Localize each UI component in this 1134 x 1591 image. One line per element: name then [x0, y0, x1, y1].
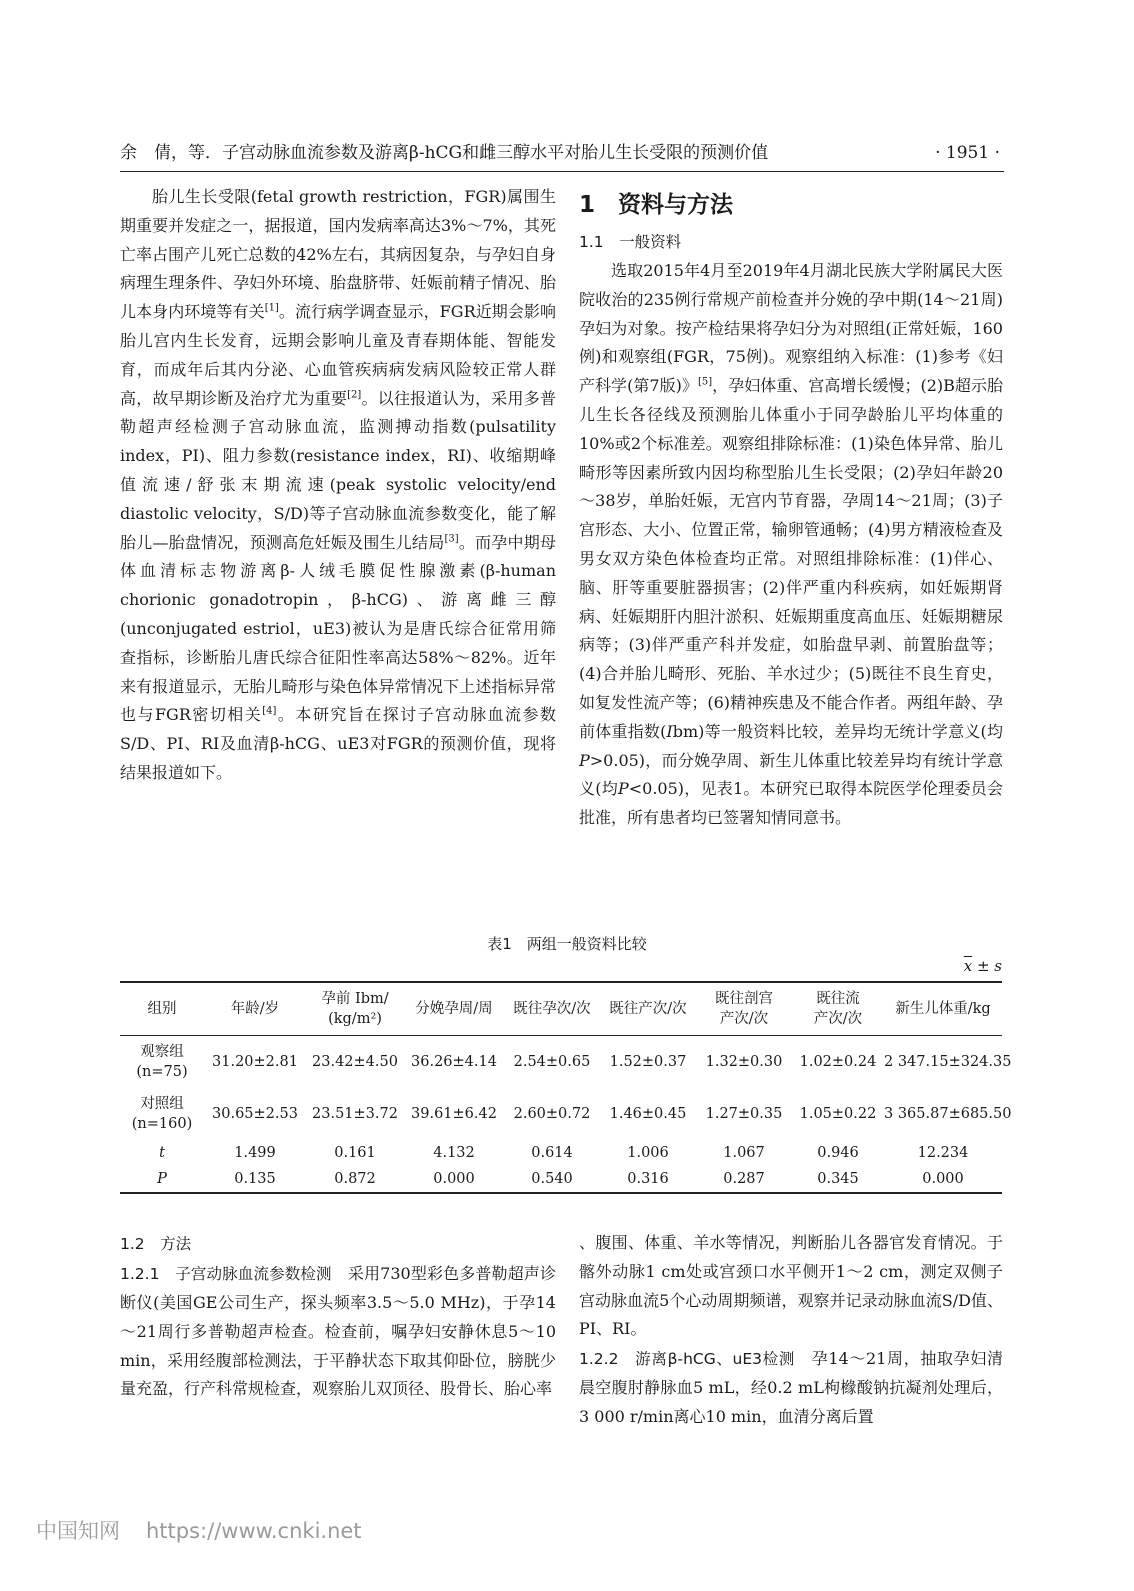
- methods-column: [579, 183, 1003, 833]
- methods-text-d: >0.05)，而分娩孕周、新生儿体重比较差异均有统计学意义(均: [579, 750, 1003, 799]
- intro-paragraph: [120, 183, 556, 788]
- subsection-1-2-2-title: 1.2.2 游离β-hCG、uE3检测: [579, 1350, 796, 1369]
- intro-text-b: 。流行病学调查显示，FGR近期会影响胎儿宫内生长发育，远期会影响儿童及青春期体能、智能发育，而成年后其内分泌、心血管疾病病发病风险较正常人群高，故早期诊断及治疗尤为重要: [120, 302, 556, 408]
- citation-1: [1]: [264, 302, 279, 314]
- header-births: 既往产次/次: [609, 1001, 687, 1017]
- intro-text-d: 。而孕中期母体血清标志物游离β-人绒毛膜促性腺激素(β-human chorionic gonadotropin，β-hCG)、游离雌三醇(unconjugated estriol，uE3)被认为是唐氏综合征常用筛查指标，诊断胎儿唐氏综合征阳性率高达58%～82%。近年来有报道显示，无胎儿畸形与染色体异常情况下上述指标异常也与FGR密切相关: [120, 532, 556, 725]
- table-cell: 36.26±4.14: [411, 1054, 497, 1070]
- table-cell: 0.946: [817, 1145, 859, 1161]
- table-caption: 表1 两组一般资料比较: [487, 935, 647, 953]
- table-row: [120, 1036, 1002, 1089]
- subsection-1-2-1-title: 1.2.1 子宫动脉血流参数检测: [120, 1265, 332, 1283]
- header-pregnancies: 既往孕次/次: [513, 1001, 591, 1017]
- subsection-1-2-title: 1.2 方法: [120, 1235, 192, 1253]
- table-cell: 0.161: [334, 1145, 376, 1161]
- page-number: · 1951 ·: [935, 143, 1000, 163]
- table-cell: 1.499: [234, 1145, 276, 1161]
- table-cell: 1.067: [723, 1145, 765, 1161]
- table-cell: 4.132: [433, 1145, 475, 1161]
- methods-text-e: <0.05)，见表1。本研究已取得本院医学伦理委员会批准，所有患者均已签署知情同意书。: [579, 779, 1003, 828]
- header-group: 组别: [147, 1001, 177, 1017]
- methods-paragraph: [579, 257, 1003, 833]
- table-cell: 0.540: [531, 1171, 573, 1187]
- table-cell: 31.20±2.81: [212, 1054, 298, 1070]
- method-1-2-2-text: 孕14～21周，抽取孕妇清晨空腹肘静脉血5 mL，经0.2 mL枸橼酸钠抗凝剂处理后，3 000 r/min离心10 min，血清分离后置: [579, 1349, 1003, 1426]
- table-row: [120, 1088, 1002, 1140]
- table-cell: 1.006: [627, 1145, 669, 1161]
- table-cell: 0.287: [723, 1171, 765, 1187]
- header-age: 年龄/岁: [230, 1001, 280, 1017]
- header-birth-weight: 新生儿体重/kg: [895, 1001, 991, 1017]
- p-symbol: P: [617, 779, 629, 799]
- unit-sd-symbol: ± s: [972, 957, 1002, 975]
- cnki-watermark: [36, 1515, 362, 1545]
- table-1: [120, 981, 1012, 1194]
- table-cell: 0.000: [433, 1171, 475, 1187]
- methods-text-c: bm)等一般资料比较，差异均无统计学意义(均: [672, 721, 1003, 741]
- subsection-1-1-title: 1.1 一般资料: [579, 233, 682, 251]
- citation-3: [3]: [444, 533, 459, 545]
- methods-text-b: ，孕妇体重、宫高增长缓慢；(2)B超示胎儿生长各径线及预测胎儿体重小于同孕龄胎儿平均体重的10%或2个标准差。观察组排除标准：(1)染色体异常、胎儿畸形等因素所致内因均称型胎儿生长受限；(2)孕妇年龄20～38岁，单胎妊娠，无宫内节育器，孕周14～21周；(3)子宫形态、大小、位置正常，输卵管通畅；(4)男方精液检查及男女双方染色体检查均正常。对照组排除标准：(1)伴心、脑、肝等重要脏器损害；(2)伴严重内科疾病，如妊娠期肾病、妊娠期肝内胆汁淤积、妊娠期重度高血压、妊娠期糖尿病等；(3)伴严重产科并发症，如胎盘早剥、前置胎盘等；(4)合并胎儿畸形、死胎、羊水过少；(5)既往不良生育史，如复发性流产等；(6)精神疾患及不能合作者。两组年龄、孕前体重指数(: [579, 376, 1003, 741]
- table-cell: 0.614: [531, 1145, 573, 1161]
- intro-text-c: 。以往报道认为，采用多普勒超声经检测子宫动脉血流，监测搏动指数(pulsatility index，PI)、阻力参数(resistance index，RI)、收缩期峰值流速/舒张末期流速(peak systolic velocity/end diastolic velocity，S/D)等子宫动脉血流参数变化，能了解胎儿—胎盘情况，预测高危妊娠及围生儿结局: [120, 388, 556, 552]
- methods-text-a: 选取2015年4月至2019年4月湖北民族大学附属民大医院收治的235例行常规产前检查并分娩的孕中期(14～21周)孕妇为对象。按产检结果将孕妇分为对照组(正常妊娠，160例)和观察组(FGR，75例)。观察组纳入标准：(1)参考《妇产科学(第7版)》: [579, 261, 1003, 396]
- p-symbol: P: [579, 750, 590, 770]
- table-cell: 0.872: [334, 1171, 376, 1187]
- table-row: [120, 1166, 1002, 1193]
- table-cell: 1.52±0.37: [609, 1054, 687, 1070]
- intro-text-a: 胎儿生长受限(fetal growth restriction，FGR)属围生期重要并发症之一，据报道，国内发病率高达3%～7%，其死亡率占围产儿死亡总数的42%左右，其病因复杂，与孕妇自身病理生理条件、孕妇外环境、胎盘脐带、妊娠前精子情况、胎儿本身内环境等有关: [120, 187, 556, 322]
- table-cell: 0.345: [817, 1171, 859, 1187]
- table-cell: 0.316: [627, 1171, 669, 1187]
- table-cell: 1.27±0.35: [705, 1106, 783, 1122]
- table-cell: 39.61±6.42: [411, 1106, 497, 1122]
- method-detail-right: [579, 1229, 1003, 1432]
- table-row: [120, 1140, 1002, 1166]
- citation-5: [5]: [697, 376, 713, 388]
- running-title: 余 倩，等．子宫动脉血流参数及游离β-hCG和雌三醇水平对胎儿生长受限的预测价值: [120, 143, 769, 163]
- method-1-2-1-text: 采用730型彩色多普勒超声诊断仪(美国GE公司生产，探头频率3.5～5.0 MHz)，于孕14～21周行多普勒超声检查。检查前，嘱孕妇安静休息5～10 min，采用经腹部检测法，于平静状态下取其仰卧位，膀胱少量充盈，行产科常规检查，观察胎儿双顶径、股骨长、胎心率: [120, 1264, 556, 1399]
- table-cell: 30.65±2.53: [212, 1106, 298, 1122]
- row-label: t: [159, 1145, 165, 1161]
- table-cell: 1.02±0.24: [799, 1054, 877, 1070]
- table-cell: 1.05±0.22: [799, 1106, 877, 1122]
- table-cell: 23.51±3.72: [312, 1106, 398, 1122]
- header-abortions: 既往流 产次/次: [813, 991, 863, 1027]
- table-cell: 0.000: [922, 1171, 964, 1187]
- row-label: 对照组 (n=160): [131, 1096, 193, 1132]
- table-unit: [940, 957, 1002, 975]
- method-1-2-1-continued: 、腹围、体重、羊水等情况，判断胎儿各器官发育情况。于髂外动脉1 cm处或宫颈口水平侧开1～2 cm，测定双侧子宫动脉血流5个心动周期频谱，观察并记录动脉血流S/D值、PI、RI。: [579, 1233, 1003, 1339]
- intro-text-e: 。本研究旨在探讨子宫动脉血流参数S/D、PI、RI及血清β-hCG、uE3对FGR的预测价值，现将结果报道如下。: [120, 705, 556, 782]
- header-bmi: 孕前 Ibm/ (kg/m²): [321, 991, 389, 1027]
- running-header: [120, 139, 1004, 167]
- table-cell: 3 365.87±685.50: [884, 1106, 1012, 1122]
- table-cell: 23.42±4.50: [312, 1054, 398, 1070]
- table-cell: 2.60±0.72: [513, 1106, 591, 1122]
- table-cell: 2 347.15±324.35: [884, 1054, 1012, 1070]
- method-1-2-2-paragraph: [579, 1344, 1003, 1432]
- table-cell: 0.135: [234, 1171, 276, 1187]
- table-cell: 12.234: [917, 1145, 969, 1161]
- ibm-symbol: I: [666, 721, 673, 741]
- watermark-site: 中国知网: [36, 1519, 120, 1543]
- method-detail-left: [120, 1229, 556, 1404]
- unit-mean-symbol: $\overline{x}$: [963, 957, 973, 975]
- row-label: P: [157, 1171, 167, 1187]
- watermark-url: https://www.cnki.net: [146, 1519, 362, 1543]
- header-delivery-week: 分娩孕周/周: [415, 1001, 493, 1017]
- header-rule: [120, 171, 1004, 172]
- table-header-row: [120, 982, 1002, 1036]
- header-cesareans: 既往剖宫 产次/次: [715, 991, 773, 1027]
- citation-4: [4]: [262, 706, 277, 718]
- table-cell: 2.54±0.65: [513, 1054, 591, 1070]
- citation-2: [2]: [347, 389, 362, 401]
- intro-column: [120, 183, 556, 788]
- table-cell: 1.32±0.30: [705, 1054, 783, 1070]
- method-1-2-1-paragraph: [120, 1259, 556, 1404]
- section-title: 1 资料与方法: [579, 192, 734, 218]
- row-label: 观察组 (n=75): [136, 1044, 188, 1080]
- table-cell: 1.46±0.45: [609, 1106, 687, 1122]
